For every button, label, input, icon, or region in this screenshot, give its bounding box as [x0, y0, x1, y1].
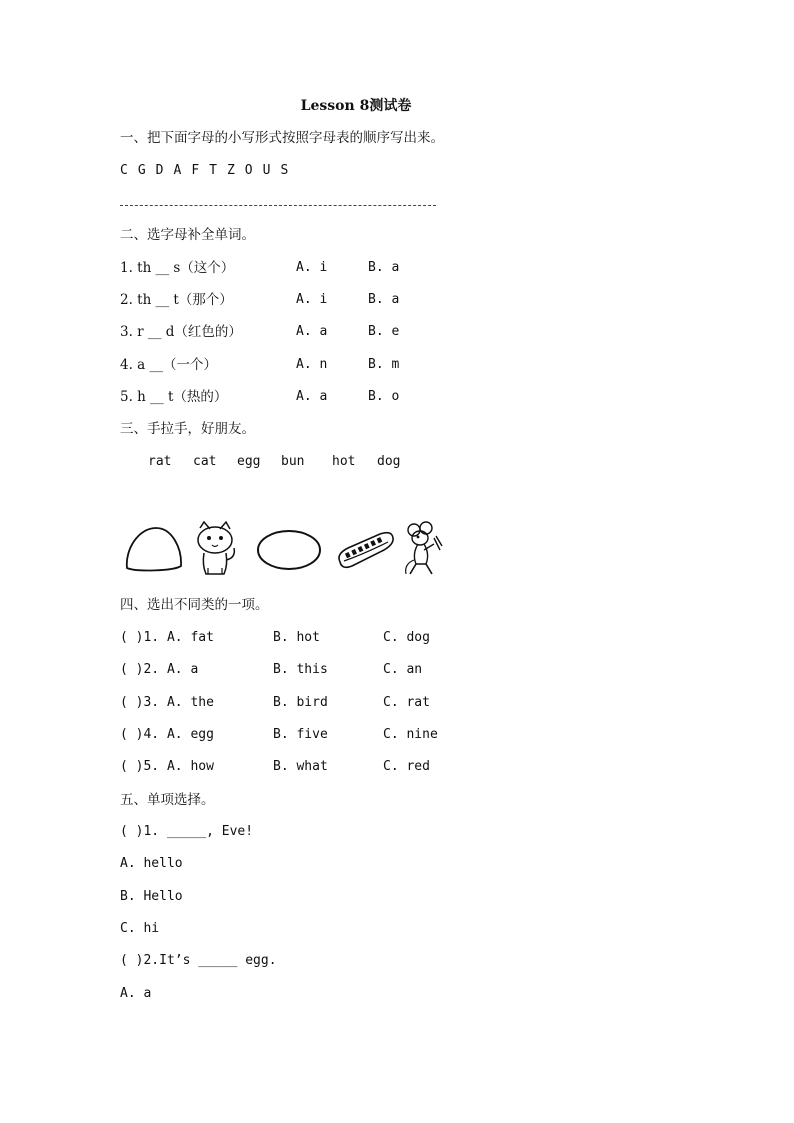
word-hot: hot: [332, 454, 356, 469]
word-cat: cat: [193, 454, 217, 469]
option-c: C. an: [383, 662, 423, 677]
option-b: B. five: [273, 727, 328, 742]
option-a: A. n: [296, 357, 328, 372]
letter-list: [120, 162, 298, 180]
hot-dog-icon: [334, 528, 396, 572]
option-b: B. this: [273, 662, 328, 677]
letter: U: [262, 163, 271, 178]
option-b: B. what: [273, 759, 328, 774]
option-b: B. o: [368, 389, 400, 404]
option-c: C. nine: [383, 727, 438, 742]
letter: O: [244, 163, 253, 178]
question-text: 3. r __ d（红色的）: [120, 324, 242, 340]
option-c: C. hi: [120, 921, 160, 936]
word-bun: bun: [281, 454, 305, 469]
letter: F: [191, 163, 200, 178]
option-a: A. a: [296, 389, 328, 404]
option-b: B. m: [368, 357, 400, 372]
question-text: ( )3. A. the: [120, 695, 214, 710]
section-3-heading: 三、手拉手，好朋友。: [120, 421, 255, 437]
rat-icon: [400, 520, 446, 578]
option-b: B. hot: [273, 630, 320, 645]
question-text: ( )4. A. egg: [120, 727, 214, 742]
bun-icon: [124, 524, 184, 574]
question-text: 2. th __ t（那个）: [120, 292, 233, 308]
letter: S: [280, 163, 289, 178]
page-title: Lesson 8测试卷: [300, 98, 412, 114]
cat-icon: [192, 520, 242, 578]
question-text: ( )2. A. a: [120, 662, 199, 677]
option-b: B. Hello: [120, 889, 183, 904]
option-a: A. i: [296, 260, 328, 275]
word-egg: egg: [237, 454, 261, 469]
section-4-heading: 四、选出不同类的一项。: [120, 597, 269, 613]
option-b: B. a: [368, 292, 400, 307]
option-c: C. red: [383, 759, 430, 774]
option-b: B. bird: [273, 695, 328, 710]
word-dog: dog: [377, 454, 401, 469]
option-b: B. a: [368, 260, 400, 275]
letter: T: [209, 163, 217, 178]
option-a: A. a: [296, 324, 328, 339]
question-text: ( )1. A. fat: [120, 630, 214, 645]
option-a: A. a: [120, 986, 152, 1001]
question-text: 1. th __ s（这个）: [120, 260, 235, 276]
section-5-heading: 五、单项选择。: [120, 792, 215, 808]
answer-line[interactable]: [120, 205, 436, 206]
question-text: ( )5. A. how: [120, 759, 214, 774]
section-1-heading: 一、把下面字母的小写形式按照字母表的顺序写出来。: [120, 130, 444, 146]
question-text: 4. a __（一个）: [120, 357, 218, 373]
option-b: B. e: [368, 324, 400, 339]
option-a: A. i: [296, 292, 328, 307]
letter: Z: [226, 163, 235, 178]
question-text: ( )1. _____, Eve!: [120, 824, 254, 839]
word-rat: rat: [148, 454, 172, 469]
section-2-heading: 二、选字母补全单词。: [120, 227, 255, 243]
picture-row: [122, 520, 452, 580]
egg-icon: [256, 528, 322, 572]
letter: G: [137, 163, 146, 178]
option-a: A. hello: [120, 856, 183, 871]
letter: C: [120, 163, 128, 178]
question-text: ( )2.It’s _____ egg.: [120, 953, 277, 968]
option-c: C. dog: [383, 630, 430, 645]
letter: A: [173, 163, 182, 178]
letter: D: [155, 163, 164, 178]
question-text: 5. h __ t（热的）: [120, 389, 228, 405]
option-c: C. rat: [383, 695, 430, 710]
